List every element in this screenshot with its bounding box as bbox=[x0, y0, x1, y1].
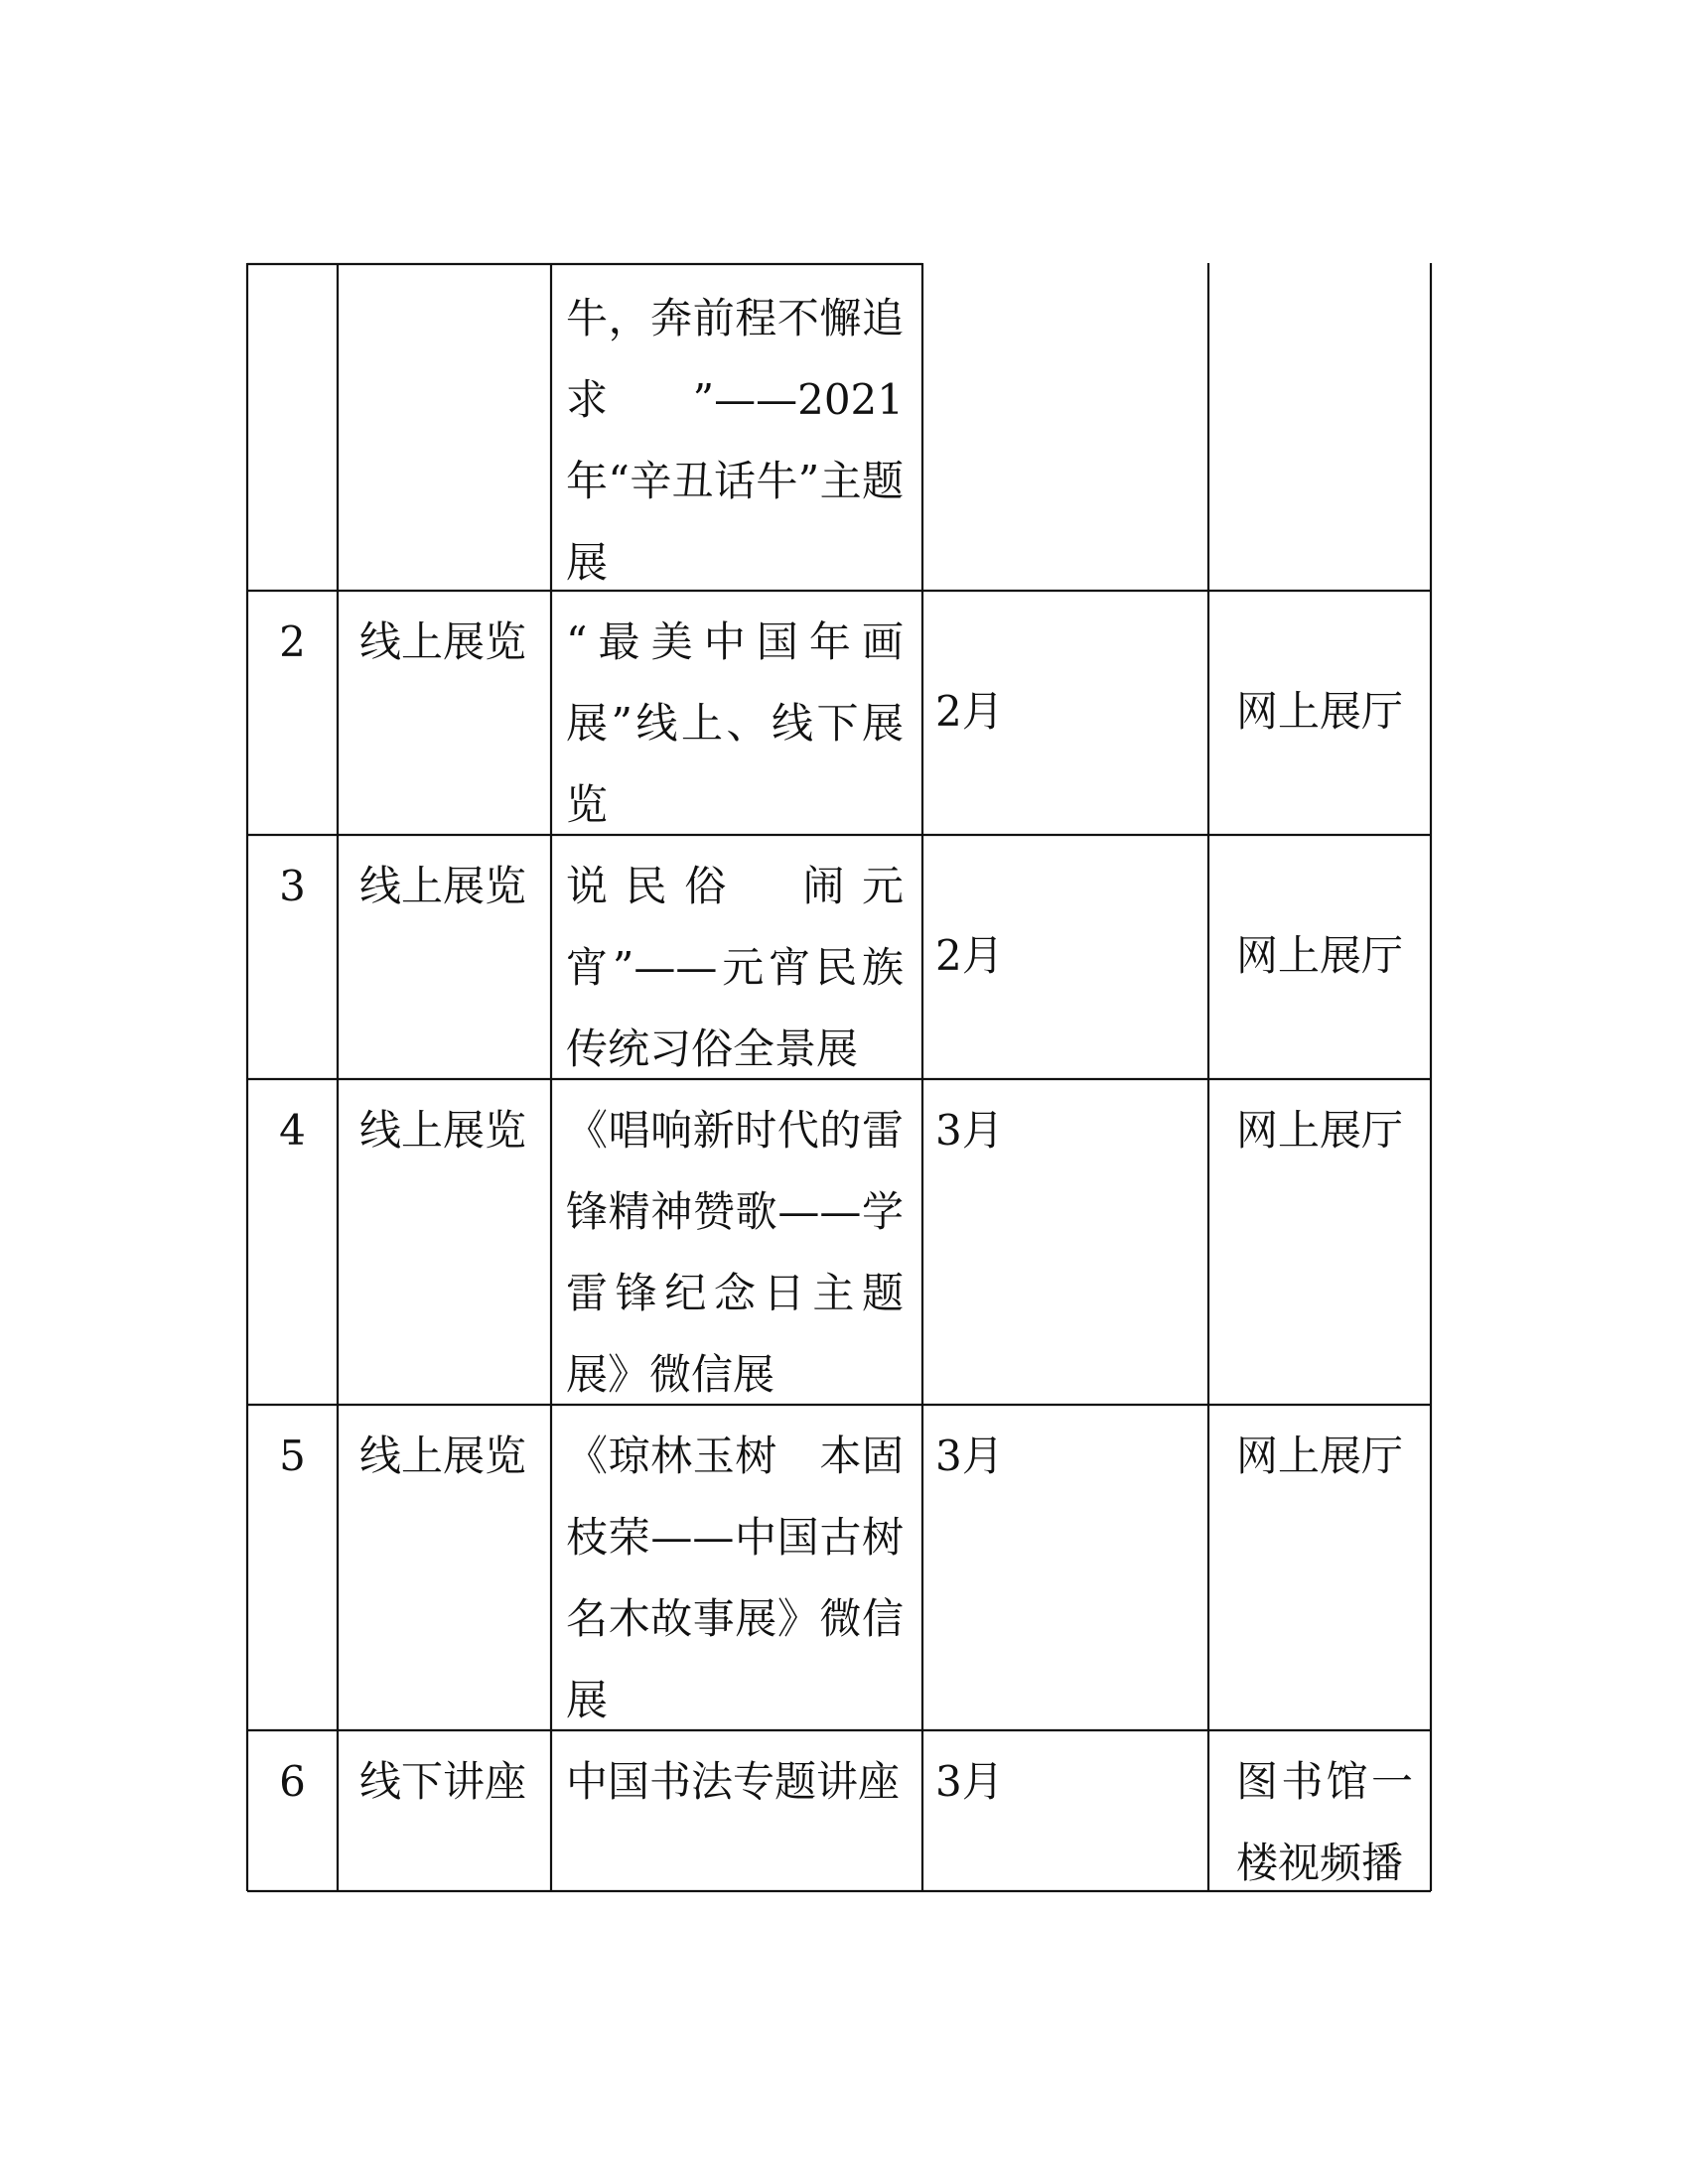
time-cell: 3月 bbox=[935, 1757, 1004, 1806]
type-cell: 线上展览 bbox=[359, 862, 527, 910]
content-cell: 中国书法专题讲座 bbox=[566, 1757, 901, 1806]
number-cell: 4 bbox=[279, 1106, 306, 1155]
content-cell: 《琼林玉树 本固枝荣——中国古树名木故事展》微信展 bbox=[566, 1432, 904, 1724]
type-cell: 线上展览 bbox=[359, 617, 527, 666]
time-cell: 2月 bbox=[935, 931, 1004, 980]
content-cell: 说民俗 闹元宵”——元宵民族传统习俗全景展 bbox=[566, 862, 904, 1073]
place-cell: 网上展厅 bbox=[1236, 687, 1404, 736]
content-cell: 《唱响新时代的雷锋精神赞歌——学雷锋纪念日主题展》微信展 bbox=[566, 1106, 904, 1399]
type-cell: 线上展览 bbox=[359, 1106, 527, 1155]
number-cell: 2 bbox=[279, 617, 306, 666]
place-cell: 网上展厅 bbox=[1236, 1106, 1404, 1155]
place-cell: 网上展厅 bbox=[1236, 931, 1404, 980]
place-cell: 网上展厅 bbox=[1236, 1432, 1404, 1480]
time-cell: 3月 bbox=[935, 1106, 1004, 1155]
number-cell: 5 bbox=[279, 1432, 306, 1480]
number-cell: 3 bbox=[279, 862, 306, 910]
place-cell: 图书馆一楼视频播 bbox=[1236, 1757, 1413, 1887]
content-cell: “最美中国年画展”线上、线下展览 bbox=[566, 617, 904, 829]
type-cell: 线下讲座 bbox=[359, 1757, 527, 1806]
number-cell: 6 bbox=[279, 1757, 306, 1806]
content-cell-continued: 牛，奔前程不懈追求 ”——2021 年“辛丑话牛”主题展 bbox=[566, 294, 904, 587]
type-cell: 线上展览 bbox=[359, 1432, 527, 1480]
time-cell: 3月 bbox=[935, 1432, 1004, 1480]
time-cell: 2月 bbox=[935, 687, 1004, 736]
